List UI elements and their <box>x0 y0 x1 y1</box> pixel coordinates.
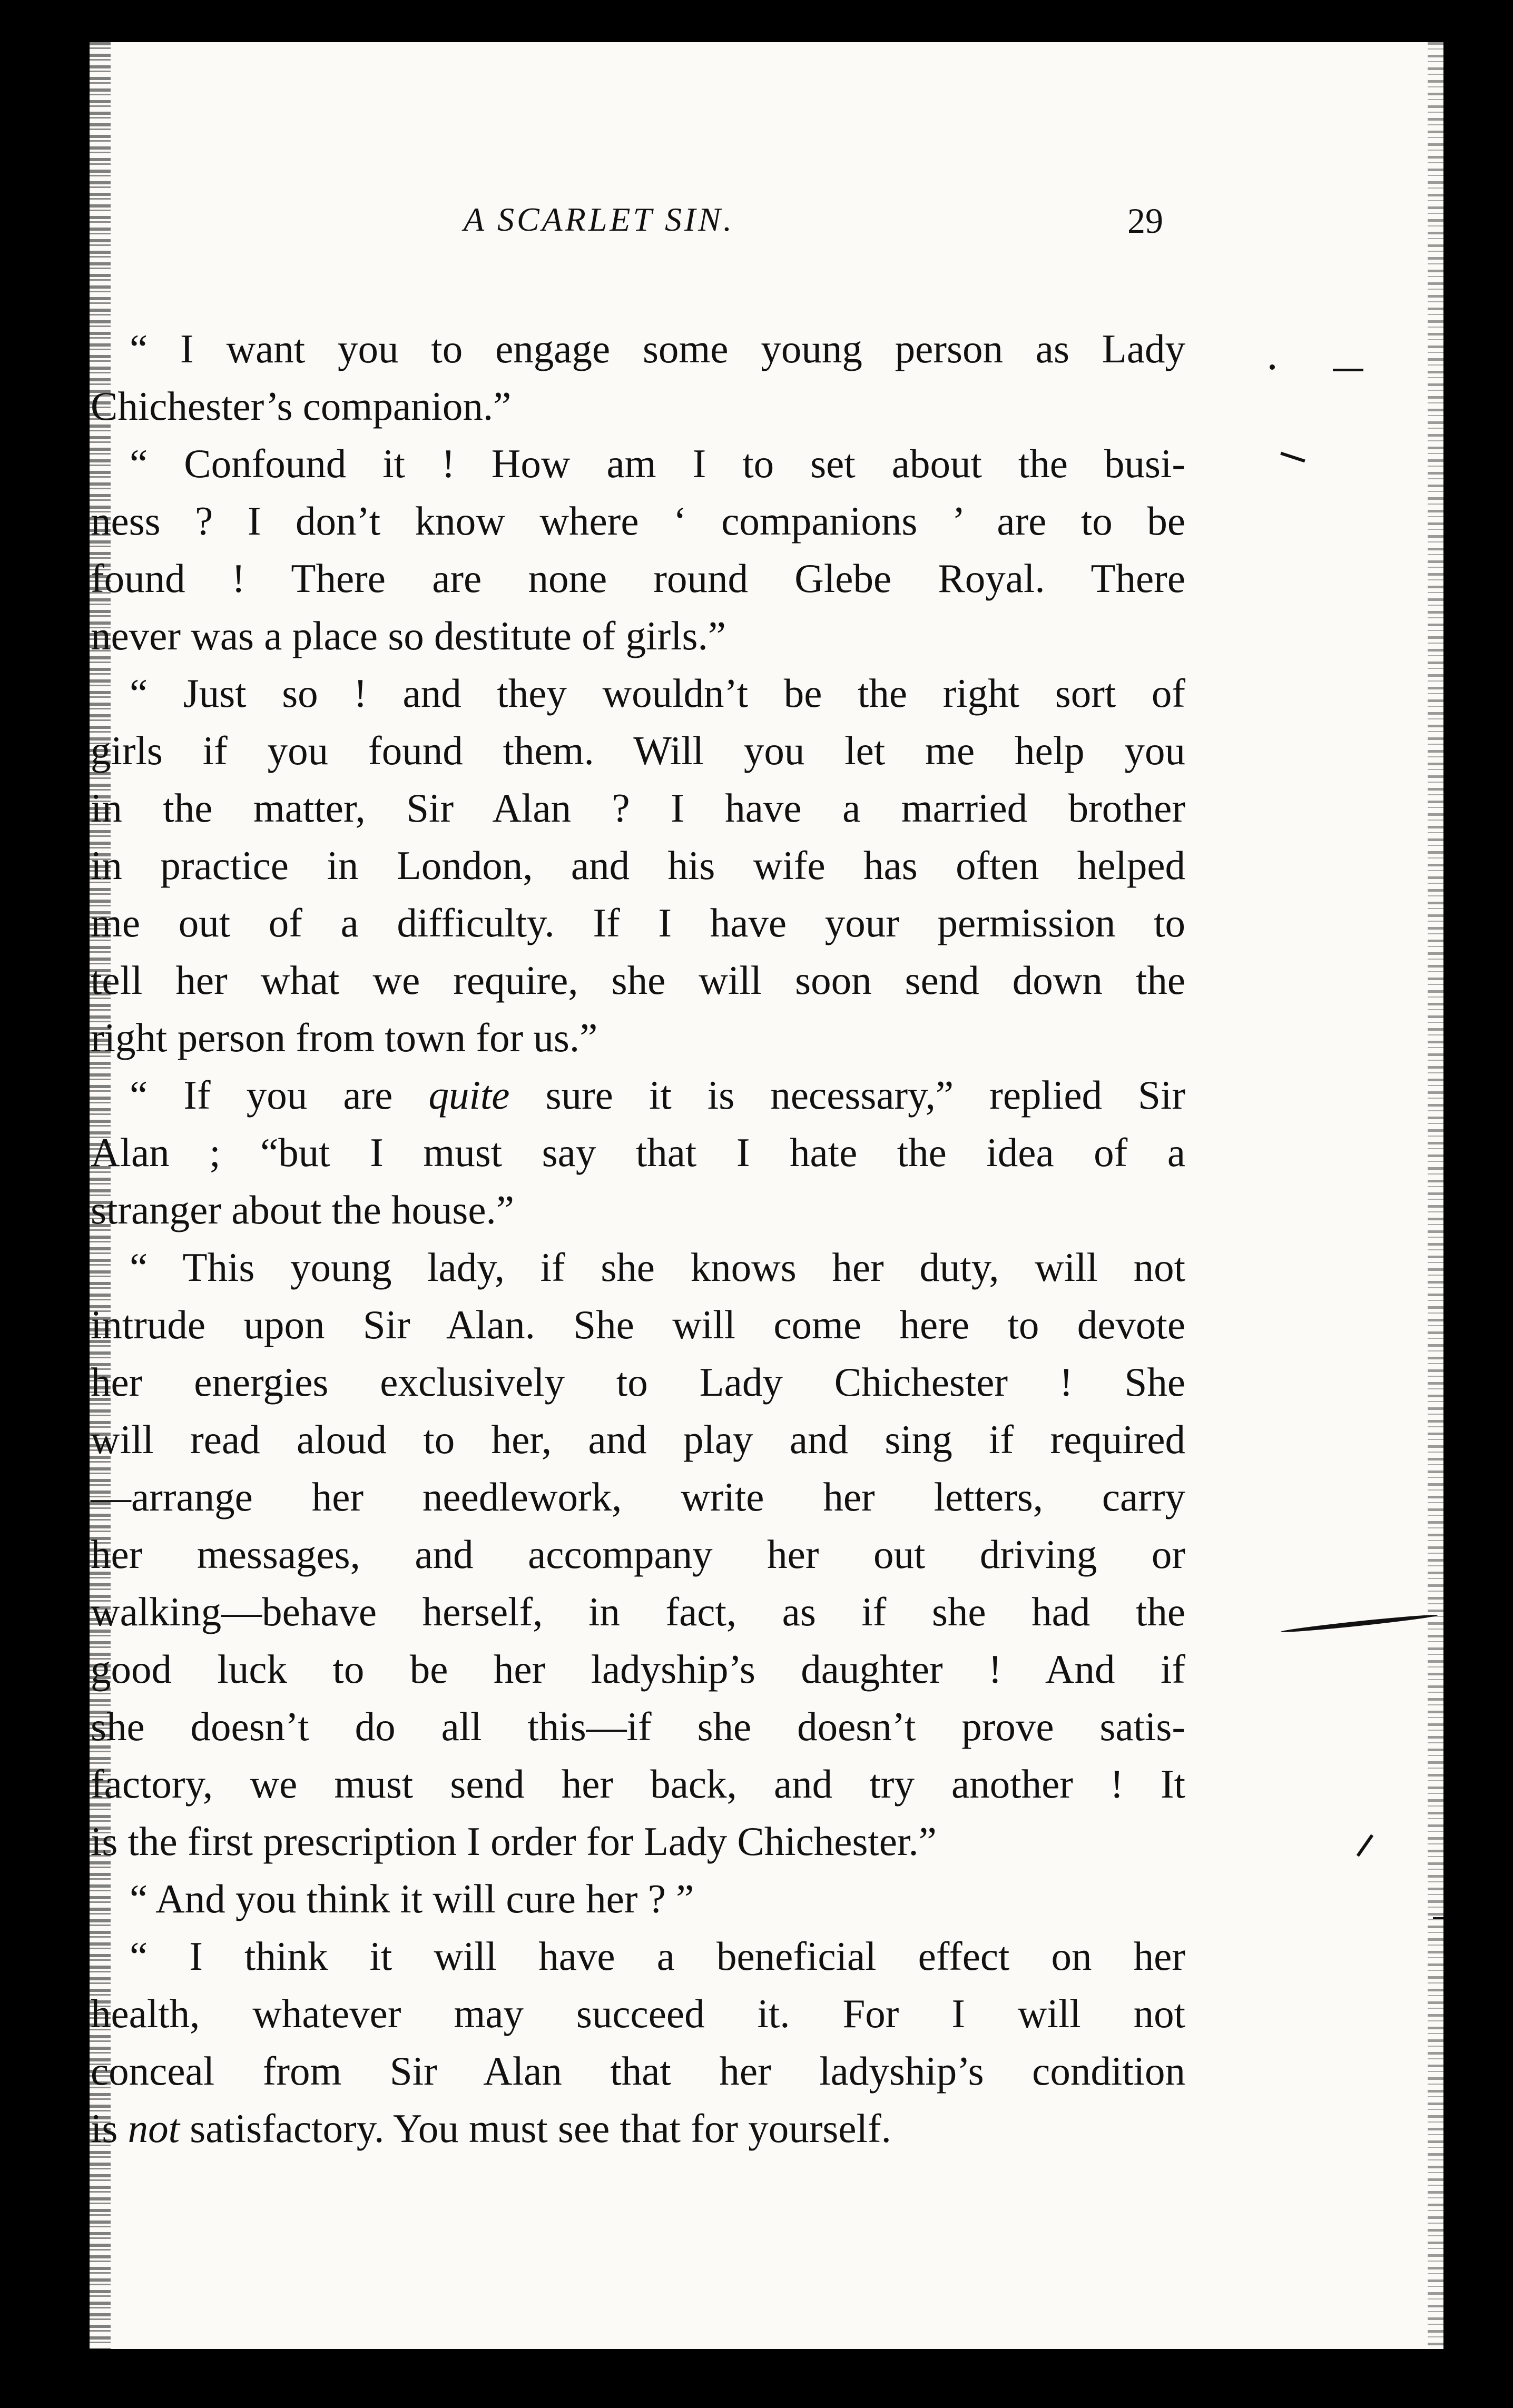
emphasized-word: quite <box>428 1072 510 1118</box>
text-line: good luck to be her ladyship’s daughter ! And if <box>91 1646 1185 1692</box>
margin-dash <box>1333 369 1363 371</box>
emphasized-word: not <box>127 2106 180 2151</box>
right-scan-edge <box>1428 42 1443 2349</box>
text-line: in the matter, Sir Alan ? I have a married brother <box>91 785 1185 831</box>
text-line: “ Confound it ! How am I to set about the busi- <box>130 441 1185 486</box>
text-line: girls if you found them. Will you let me help you <box>91 728 1185 773</box>
text-line: “ If you are quite sure it is necessary,” replied Sir <box>130 1072 1185 1118</box>
text-line: her energies exclusively to Lady Chichester ! She <box>91 1359 1185 1405</box>
page-number: 29 <box>1127 201 1163 241</box>
text-line: she doesn’t do all this—if she doesn’t prove satis- <box>91 1704 1185 1749</box>
text-line: found ! There are none round Glebe Royal. There <box>91 556 1185 601</box>
text-line: factory, we must send her back, and try another ! It <box>91 1761 1185 1807</box>
text-line: —arrange her needlework, write her letters, carry <box>91 1474 1185 1519</box>
text-line: Chichester’s companion.” <box>91 383 512 429</box>
running-title: A SCARLET SIN. <box>464 201 734 238</box>
text-line: “ This young lady, if she knows her duty, will not <box>130 1245 1185 1290</box>
text-line: tell her what we require, she will soon send down the <box>91 958 1185 1003</box>
text-line: “ Just so ! and they wouldn’t be the right sort of <box>130 670 1185 716</box>
page-header <box>90 200 1443 263</box>
text-line: “ I want you to engage some young person as Lady <box>130 326 1185 371</box>
book-page <box>90 42 1443 2349</box>
text-line: will read aloud to her, and play and sing if required <box>91 1417 1185 1462</box>
text-line: in practice in London, and his wife has often helped <box>91 843 1185 888</box>
text-line: never was a place so destitute of girls.” <box>91 613 726 658</box>
text-line: is the first prescription I order for Lady Chichester.” <box>91 1819 937 1864</box>
text-line: her messages, and accompany her out driving or <box>91 1532 1185 1577</box>
text-line: ness ? I don’t know where ‘ companions ’ are to be <box>91 498 1185 544</box>
margin-dot <box>1270 364 1275 370</box>
body-text <box>91 320 1185 2157</box>
text-line: Alan ; “but I must say that I hate the idea of a <box>91 1130 1185 1175</box>
text-line: conceal from Sir Alan that her ladyship’s condition <box>91 2048 1185 2094</box>
margin-mark-stroke <box>1280 1613 1438 1634</box>
text-line: intrude upon Sir Alan. She will come here to devote <box>91 1302 1185 1347</box>
margin-mark-hook <box>1357 1834 1373 1857</box>
text-line: health, whatever may succeed it. For I will not <box>91 1991 1185 2036</box>
margin-dash-lower <box>1433 1917 1443 1919</box>
text-line: “ I think it will have a beneficial effect on her <box>130 1933 1185 1979</box>
text-line: “ And you think it will cure her ? ” <box>130 1876 694 1921</box>
text-line: me out of a difficulty. If I have your permission to <box>91 900 1185 945</box>
text-line: stranger about the house.” <box>91 1187 514 1232</box>
margin-mark-squiggle <box>1280 452 1305 463</box>
text-line: walking—behave herself, in fact, as if she had the <box>91 1589 1185 1634</box>
text-line: right person from town for us.” <box>91 1015 598 1060</box>
text-line: is not satisfactory. You must see that for yourself. <box>91 2106 891 2151</box>
